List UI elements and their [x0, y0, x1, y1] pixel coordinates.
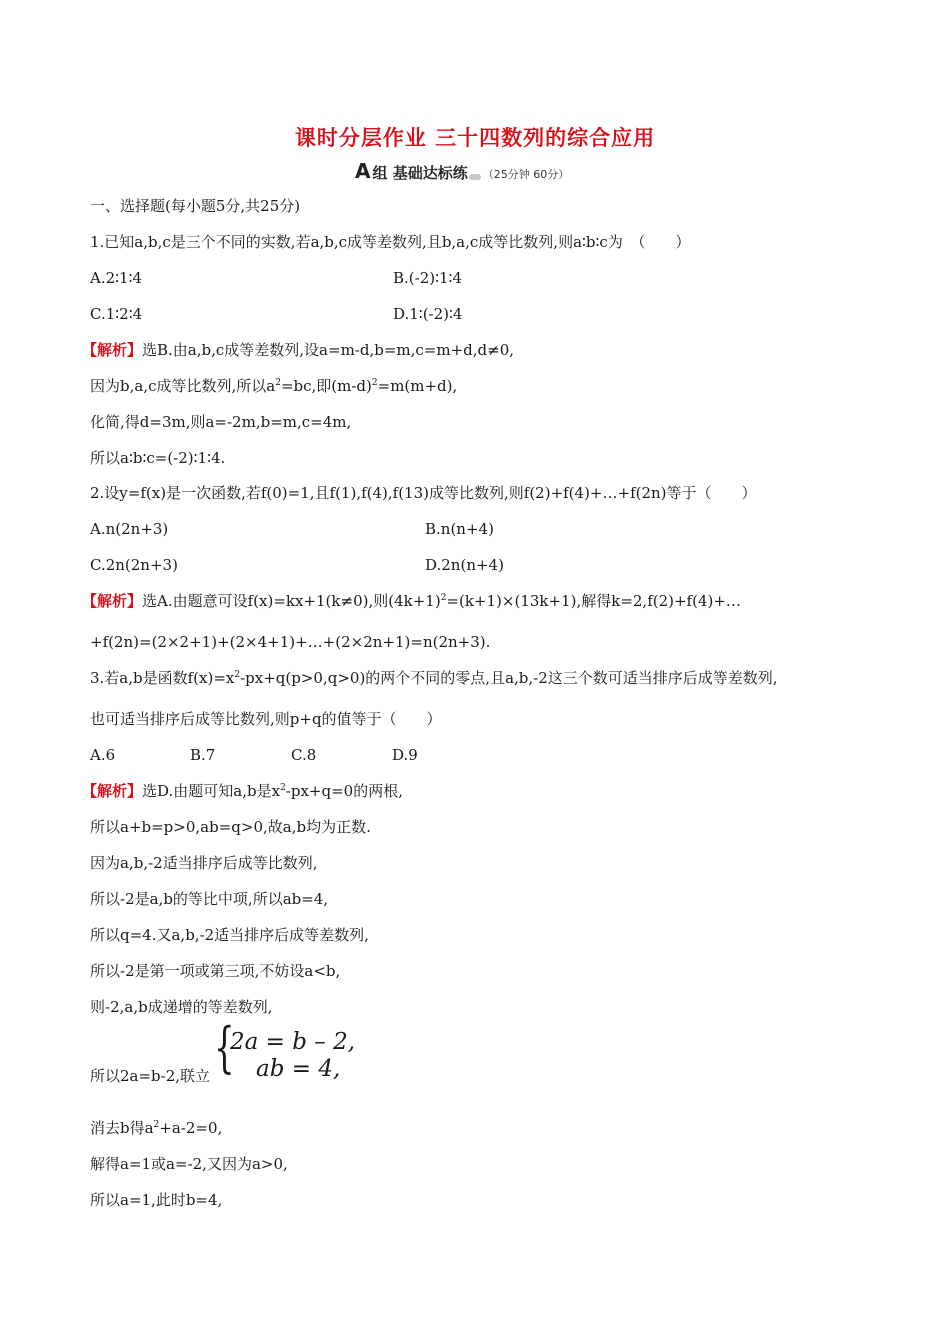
q3-solution-line-8: 所以2a=b-2,联立 — [90, 1067, 211, 1085]
q3-solution-line-6: 所以-2是第一项或第三项,不妨设a<b, — [90, 962, 341, 980]
q2-option-d: D.2n(n+4) — [425, 556, 504, 574]
q3-solution-line-5: 所以q=4.又a,b,-2适当排序后成等差数列, — [90, 926, 369, 944]
q3-solution-line-10: 解得a=1或a=-2,又因为a>0, — [90, 1155, 288, 1173]
q2-solution-line-2: +f(2n)=(2×2+1)+(2×4+1)+…+(2×2n+1)=n(2n+3). — [90, 633, 491, 651]
equation-system — [214, 1016, 414, 1086]
q2-solution-line-1: 【解析】选A.由题意可设f(x)=kx+1(k≠0),则$(4k+1)^2=(k+1)\times(13k+1)$,解得k=2,f(2)+f(4)+… — [82, 592, 741, 610]
q3-solution-line-7: 则-2,a,b成递增的等差数列, — [90, 998, 273, 1016]
page-title: 课时分层作业 三十四数列的综合应用 — [294, 126, 656, 150]
q3-option-d: D.9 — [392, 746, 418, 764]
q1-option-c: C.1∶2∶4 — [90, 305, 143, 323]
q3-solution-line-9: 消去b得$a^2+a-2=0$, — [90, 1119, 223, 1137]
q2-stem: 2.设y=f(x)是一次函数,若f(0)=1,且f(1),f(4),f(13)成等比数列,则f(2)+f(4)+…+f(2n)等于（ ） — [90, 484, 757, 502]
q3-solution-line-3: 因为a,b,-2适当排序后成等比数列, — [90, 854, 318, 872]
brace-icon: { — [214, 1016, 235, 1079]
q3-option-b: B.7 — [190, 746, 216, 764]
q3-solution-line-11: 所以a=1,此时b=4, — [90, 1191, 223, 1209]
solution-tag: 【解析】 — [82, 341, 143, 359]
equation-1: 2a = b – 2, — [230, 1029, 356, 1055]
q1-solution-line-2: 因为b,a,c成等比数列,所以$a^2=bc$,即$(m-d)^2=m(m+d)$, — [90, 377, 458, 395]
q3-solution-line-1: 【解析】选D.由题可知a,b是$x^2-px+q=0$的两根, — [82, 782, 403, 800]
solution-tag: 【解析】 — [82, 592, 143, 610]
q1-solution-line-1: 【解析】选B.由a,b,c成等差数列,设a=m-d,b=m,c=m+d,d≠0, — [82, 341, 515, 359]
q1-solution-line-3: 化简,得d=3m,则a=-2m,b=m,c=4m, — [90, 413, 352, 431]
q1-option-d: D.1∶(-2)∶4 — [393, 305, 463, 323]
q3-option-c: C.8 — [291, 746, 317, 764]
solution-tag: 【解析】 — [82, 782, 143, 800]
group-label: 组 基础达标练 — [372, 164, 468, 182]
q1-option-a: A.2∶1∶4 — [90, 269, 143, 287]
q3-solution-line-2: 所以a+b=p>0,ab=q>0,故a,b均为正数. — [90, 818, 371, 836]
q2-option-c: C.2n(2n+3) — [90, 556, 178, 574]
group-time: （25分钟 60分） — [482, 168, 570, 181]
q1-solution-line-4: 所以a∶b∶c=(-2)∶1∶4. — [90, 449, 226, 467]
group-letter: A — [355, 159, 371, 183]
q1-option-b: B.(-2)∶1∶4 — [393, 269, 463, 287]
q1-stem: 1.已知a,b,c是三个不同的实数,若a,b,c成等差数列,且b,a,c成等比数列,则a∶b∶c为 （ ） — [90, 233, 691, 251]
decorative-dot — [469, 174, 481, 180]
q3-stem-line-1: 3.若a,b是函数$f(x)=x^2-px+q(p>0,q>0)$的两个不同的零点,且a,b,-2这三个数可适当排序后成等差数列, — [90, 669, 778, 687]
group-header — [355, 159, 569, 183]
equation-2: ab = 4, — [256, 1056, 341, 1082]
q3-solution-line-4: 所以-2是a,b的等比中项,所以ab=4, — [90, 890, 329, 908]
q3-stem-line-2: 也可适当排序后成等比数列,则p+q的值等于（ ） — [90, 710, 442, 728]
q2-option-b: B.n(n+4) — [425, 520, 494, 538]
q2-option-a: A.n(2n+3) — [90, 520, 169, 538]
q3-option-a: A.6 — [90, 746, 116, 764]
section-heading: 一、选择题(每小题5分,共25分) — [90, 197, 301, 215]
